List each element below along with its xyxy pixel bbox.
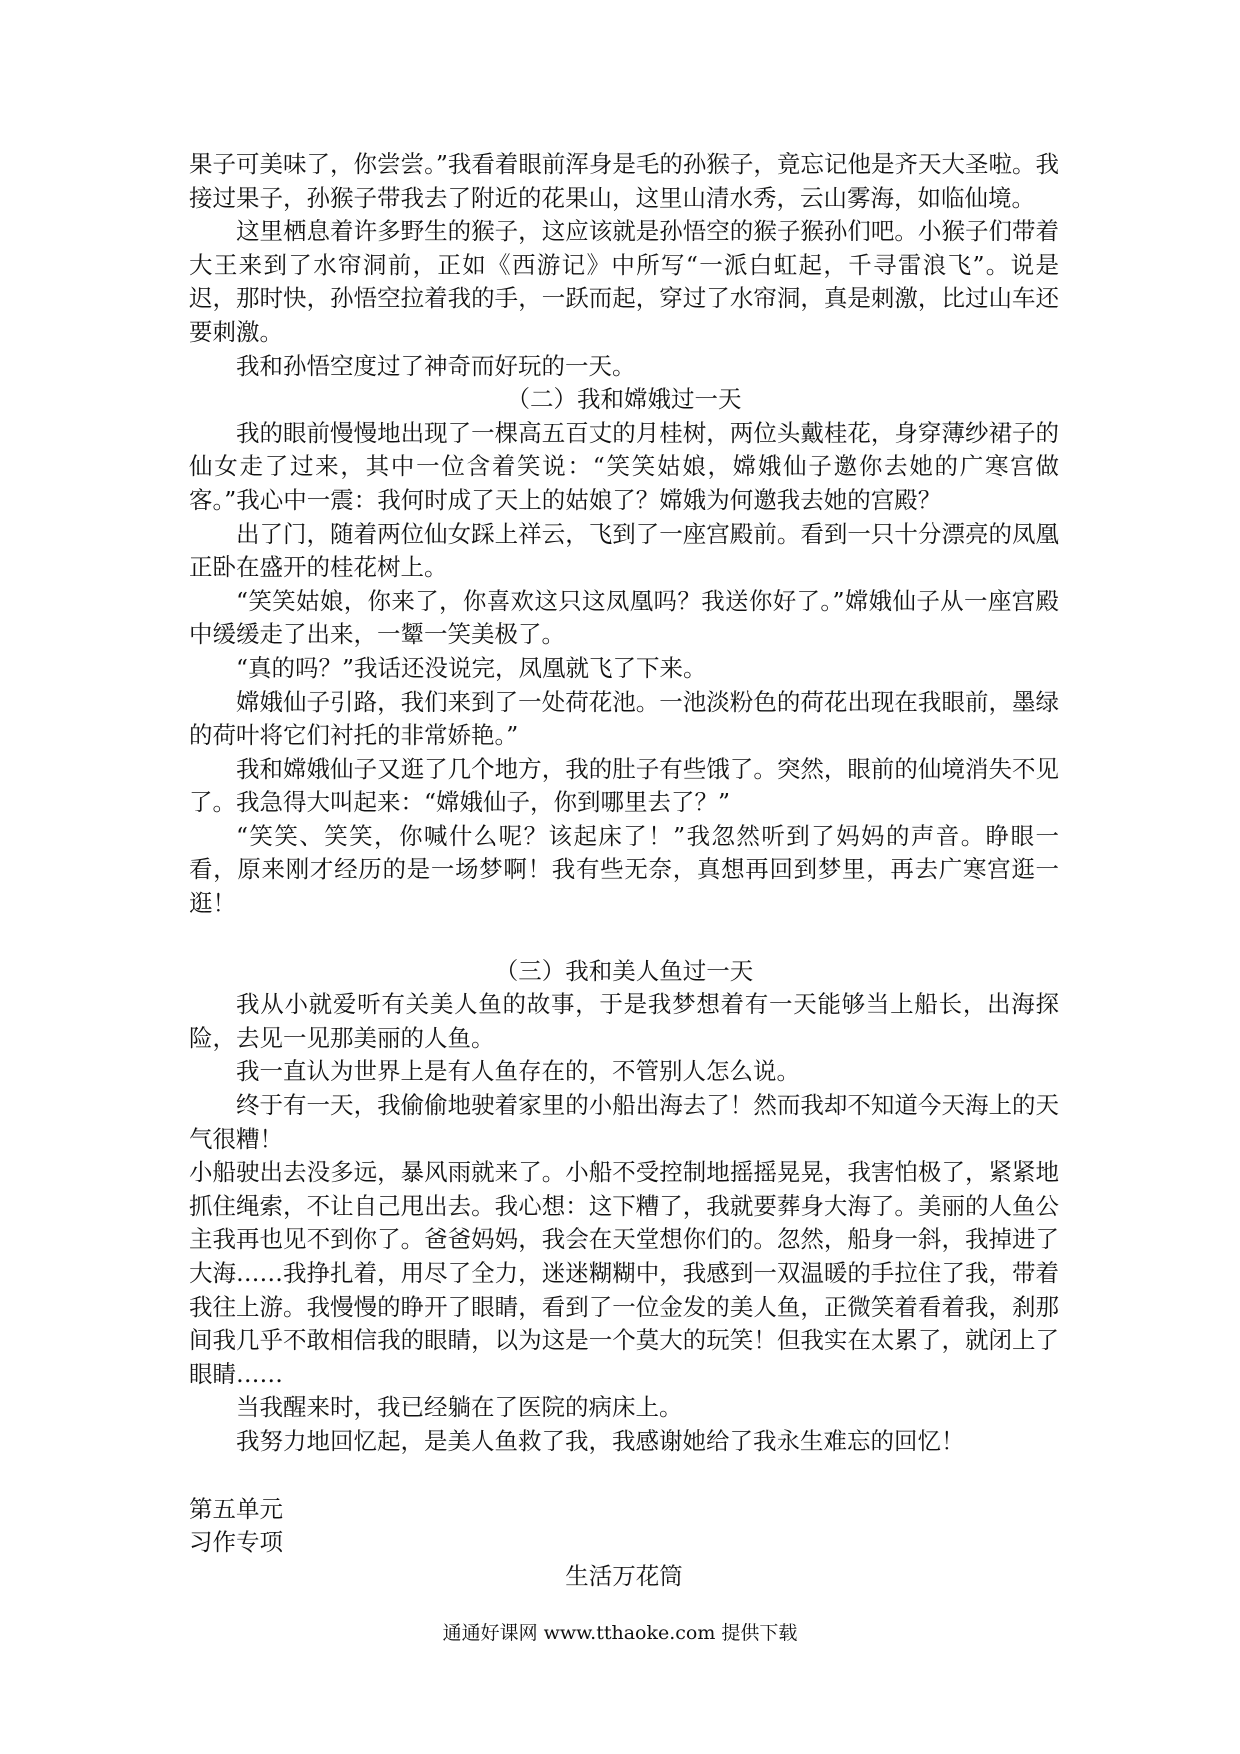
section-gap [189, 1459, 1059, 1493]
section-title-change: （二）我和嫦娥过一天 [506, 385, 742, 414]
story-paragraph: 我一直认为世界上是有人鱼存在的，不管别人怎么说。 [236, 1057, 800, 1086]
story-paragraph: 出了门，随着两位仙女踩上祥云，飞到了一座宫殿前。看到一只十分漂亮的凤凰正卧在盛开的桂花树上。 [189, 519, 1059, 582]
unit-subtitle: 习作专项 [189, 1528, 283, 1557]
section-gap [189, 921, 1059, 955]
story-paragraph: 我从小就爱听有关美人鱼的故事，于是我梦想着有一天能够当上船长，出海探险，去见一见那美丽的人鱼。 [189, 990, 1059, 1052]
unit-label: 第五单元 [189, 1494, 283, 1523]
section-title-mermaid: （三）我和美人鱼过一天 [494, 956, 754, 985]
page-footer: 通通好课网 www.tthaoke.com 提供下载 [442, 1622, 798, 1644]
story-paragraph: 小船驶出去没多远，暴风雨就来了。小船不受控制地摇摇晃晃，我害怕极了，紧紧地抓住绳索，不让自己甩出去。我心想：这下糟了，我就要葬身大海了。美丽的人鱼公主我再也见不到你了。爸爸妈妈，我会在天堂想你们的。忽然，船身一斜，我掉进了大海……我挣扎着，用尽了全力，迷迷糊糊中，我感到一双温暖的手拉住了我，带着我往上游。我慢慢的睁开了眼睛，看到了一位金发的美人鱼，正微笑着看着我，刹那间我几乎不敢相信我的眼睛，以为这是一个莫大的玩笑！但我实在太累了，就闭上了眼睛…… [189, 1158, 1059, 1388]
story-paragraph: “笑笑姑娘，你来了，你喜欢这只这凤凰吗？我送你好了。”嫦娥仙子从一座宫殿中缓缓走了出来，一颦一笑美极了。 [189, 586, 1059, 649]
document-page [189, 148, 1059, 1593]
story-paragraph: 我的眼前慢慢地出现了一棵高五百丈的月桂树，两位头戴桂花，身穿薄纱裙子的仙女走了过来，其中一位含着笑说：“笑笑姑娘，嫦娥仙子邀你去她的广寒宫做客。”我心中一震：我何时成了天上的姑娘了？嫦娥为何邀我去她的宫殿？ [189, 418, 1059, 514]
unit-title: 生活万花筒 [565, 1561, 683, 1590]
story-paragraph: “笑笑、笑笑，你喊什么呢？该起床了！”我忽然听到了妈妈的声音。睁眼一看，原来刚才经历的是一场梦啊！我有些无奈，真想再回到梦里，再去广寒宫逛一逛！ [189, 821, 1059, 918]
story-paragraph: 嫦娥仙子引路，我们来到了一处荷花池。一池淡粉色的荷花出现在我眼前，墨绿的荷叶将它们衬托的非常娇艳。” [189, 687, 1059, 750]
story-paragraph: “真的吗？”我话还没说完，凤凰就飞了下来。 [236, 653, 707, 682]
story-paragraph: 当我醒来时，我已经躺在了医院的病床上。 [236, 1393, 683, 1422]
story-paragraph: 这里栖息着许多野生的猴子，这应该就是孙悟空的猴子猴孙们吧。小猴子们带着大王来到了水帘洞前，正如《西游记》中所写“一派白虹起，千寻雷浪飞”。说是迟，那时快，孙悟空拉着我的手，一跃而起，穿过了水帘洞，真是刺激，比过山车还要刺激。 [189, 217, 1059, 346]
story-paragraph: 我努力地回忆起，是美人鱼救了我，我感谢她给了我永生难忘的回忆！ [236, 1426, 965, 1455]
story-paragraph: 终于有一天，我偷偷地驶着家里的小船出海去了！然而我却不知道今天海上的天气很糟！ [189, 1091, 1059, 1153]
story-paragraph: 我和嫦娥仙子又逛了几个地方，我的肚子有些饿了。突然，眼前的仙境消失不见了。我急得大叫起来：“嫦娥仙子，你到哪里去了？” [189, 754, 1059, 817]
story-paragraph: 果子可美味了，你尝尝。”我看着眼前浑身是毛的孙猴子，竟忘记他是齐天大圣啦。我接过果子，孙猴子带我去了附近的花果山，这里山清水秀，云山雾海，如临仙境。 [189, 150, 1059, 212]
story-paragraph: 我和孙悟空度过了神奇而好玩的一天。 [236, 351, 636, 380]
